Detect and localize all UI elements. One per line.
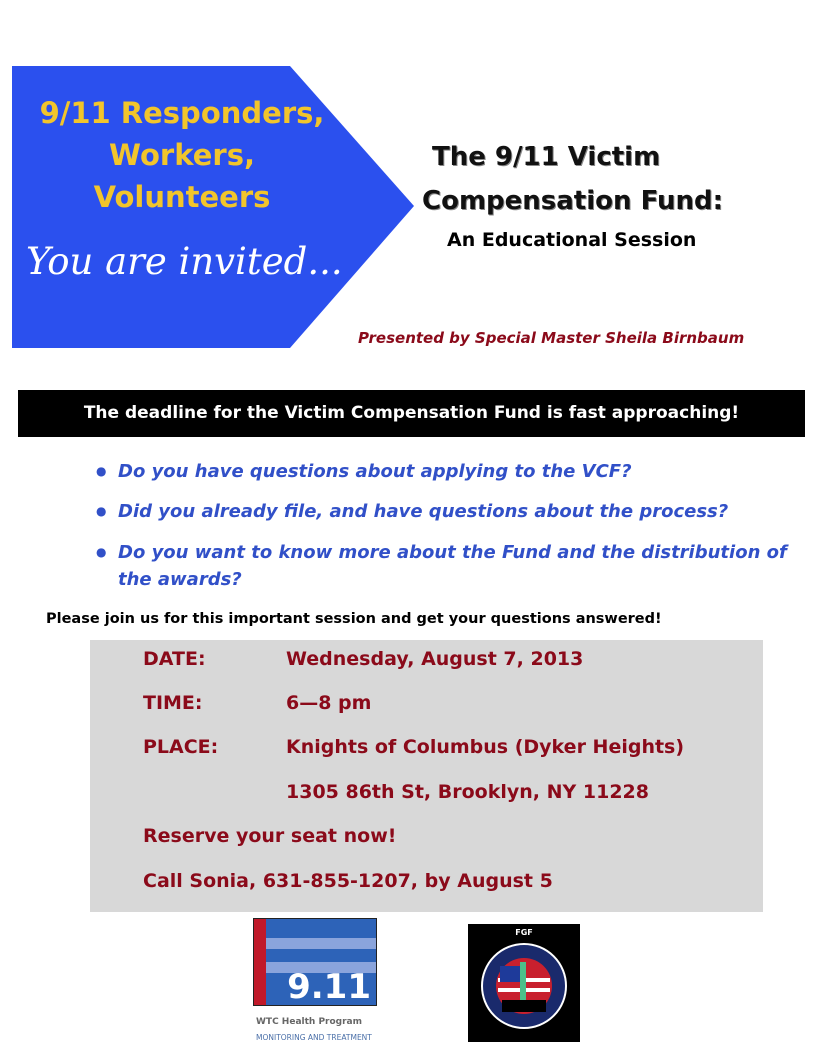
question-item: ● Do you want to know more about the Fund and the distribution of the awards? xyxy=(96,539,796,593)
audience-line-2: Workers, xyxy=(109,138,255,172)
place-value: Knights of Columbus (Dyker Heights) xyxy=(286,736,685,758)
wtc-number: 9.11 xyxy=(287,967,371,1007)
wtc-health-logo xyxy=(253,918,377,1006)
call-text: Call Sonia, 631-855-1207, by August 5 xyxy=(143,870,553,892)
date-value: Wednesday, August 7, 2013 xyxy=(286,648,584,670)
time-label: TIME: xyxy=(143,692,203,714)
wtc-program-sub: MONITORING AND TREATMENT xyxy=(256,1033,372,1042)
audience-line-1: 9/11 Responders, xyxy=(39,96,325,130)
place-label: PLACE: xyxy=(143,736,219,758)
presenter: Presented by Special Master Sheila Birnbaum xyxy=(358,329,745,347)
reserve-text: Reserve your seat now! xyxy=(143,825,397,847)
time-value: 6—8 pm xyxy=(286,692,372,714)
event-title-line-2: Compensation Fund: xyxy=(422,186,724,216)
event-subtitle: An Educational Session xyxy=(447,229,697,251)
question-text: Do you want to know more about the Fund and the distribution of the awards? xyxy=(118,542,787,590)
fgf-top-text: FGF xyxy=(515,928,533,937)
fgf-seal-icon xyxy=(480,942,568,1030)
question-text: Did you already file, and have questions about the process? xyxy=(118,501,729,522)
audience-line-3: Volunteers xyxy=(93,180,271,214)
event-title-line-1: The 9/11 Victim xyxy=(432,142,661,172)
question-item: ● Did you already file, and have questions about the process? xyxy=(96,498,796,525)
date-label: DATE: xyxy=(143,648,206,670)
wtc-program-name: WTC Health Program xyxy=(256,1017,362,1027)
fgf-logo xyxy=(468,924,580,1042)
question-item: ● Do you have questions about applying to the VCF? xyxy=(96,458,796,485)
question-text: Do you have questions about applying to the VCF? xyxy=(118,461,632,482)
invitation-text: You are invited... xyxy=(26,240,343,283)
join-text: Please join us for this important session and get your questions answered! xyxy=(46,611,662,627)
event-details-box xyxy=(90,640,763,912)
deadline-banner: The deadline for the Victim Compensation Fund is fast approaching! xyxy=(18,390,805,437)
address-value: 1305 86th St, Brooklyn, NY 11228 xyxy=(286,781,649,803)
